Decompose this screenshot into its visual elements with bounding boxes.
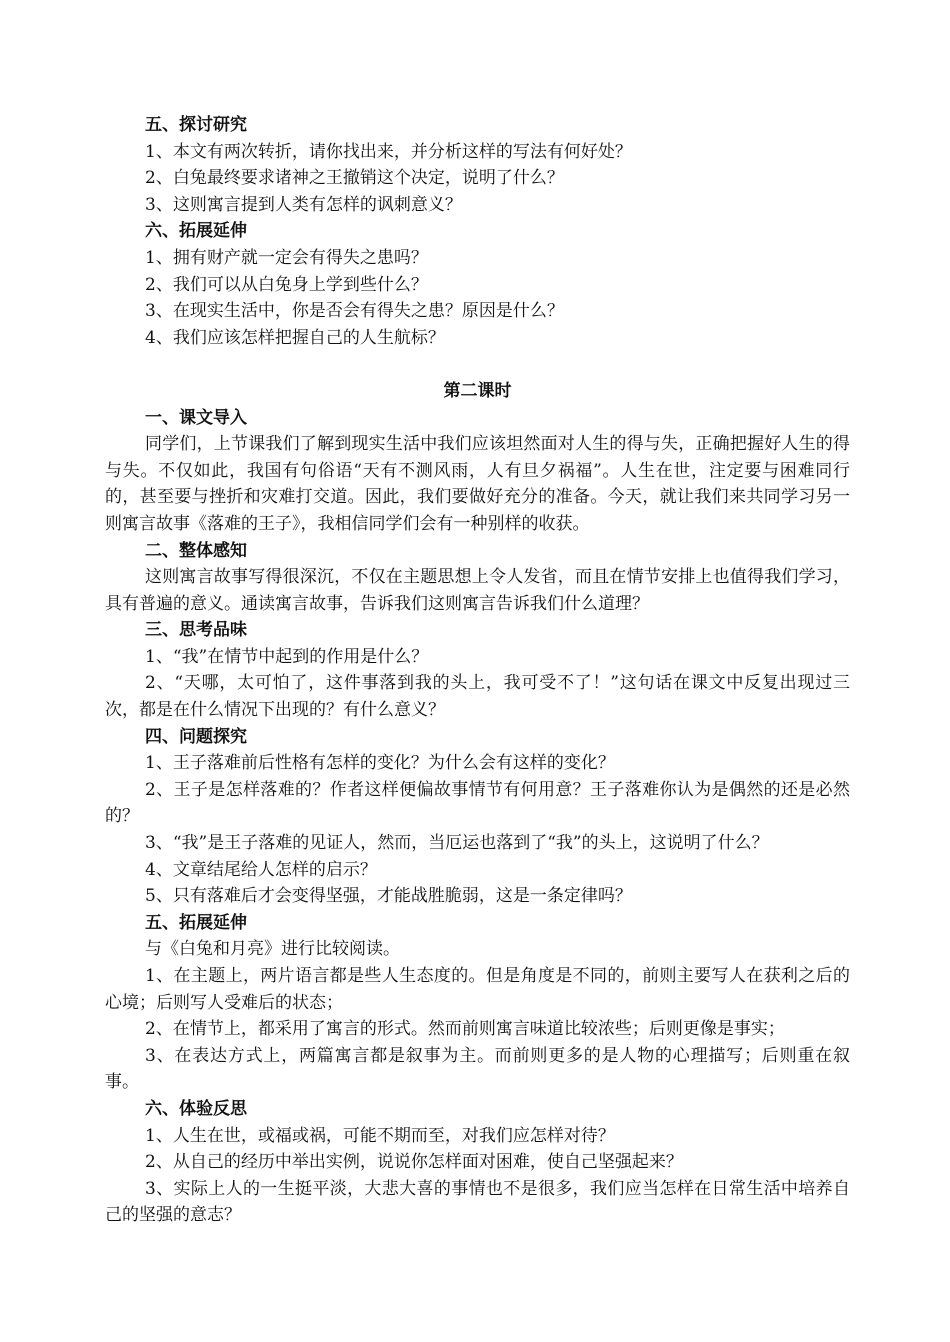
question-item: 4、文章结尾给人怎样的启示？ bbox=[145, 859, 377, 880]
question-item: 2、“天哪，太可怕了，这件事落到我的头上，我可受不了！”这句话在课文中反复出现过三次，都是在什么情况下出现的？有什么意义？ bbox=[105, 673, 850, 721]
spacer bbox=[105, 351, 850, 378]
question-item: 2、王子是怎样落难的？作者这样便偏故事情节有何用意？王子落难你认为是偶然的还是必然的？ bbox=[105, 779, 850, 827]
question-item: 3、“我”是王子落难的见证人，然而，当厄运也落到了“我”的头上，这说明了什么？ bbox=[145, 833, 769, 854]
question-item: 2、从自己的经历中举出实例，说说你怎样面对困难，使自己坚强起来？ bbox=[145, 1152, 683, 1173]
question-item: 3、实际上人的一生挺平淡，大悲大喜的事情也不是很多，我们应当怎样在日常生活中培养自己的坚强的意志？ bbox=[105, 1178, 850, 1226]
question-item: 1、“我”在情节中起到的作用是什么？ bbox=[145, 646, 429, 667]
question-item: 3、这则寓言提到人类有怎样的讽刺意义？ bbox=[145, 194, 462, 215]
compare-item: 2、在情节上，都采用了寓言的形式。然而前则寓言味道比较浓些；后则更像是事实； bbox=[145, 1019, 785, 1040]
compare-item: 1、在主题上，两片语言都是些人生态度的。但是角度是不同的，前则主要写人在获利之后的心境；后则写人受难后的状态； bbox=[105, 966, 850, 1013]
compare-intro: 与《白兔和月亮》进行比较阅读。 bbox=[145, 939, 400, 960]
question-item: 1、本文有两次转折，请你找出来，并分析这样的写法有何好处？ bbox=[145, 141, 632, 162]
question-item: 5、只有落难后才会变得坚强，才能战胜脆弱，这是一条定律吗？ bbox=[145, 886, 632, 907]
question-item: 1、拥有财产就一定会有得失之患吗？ bbox=[145, 247, 428, 268]
overview-paragraph: 这则寓言故事写得很深沉，不仅在主题思想上令人发省，而且在情节安排上也值得我们学习，具有普遍的意义。通读寓言故事，告诉我们这则寓言告诉我们什么道理？ bbox=[105, 567, 850, 614]
document-page bbox=[105, 112, 850, 1229]
question-item: 4、我们应该怎样把握自己的人生航标？ bbox=[145, 327, 445, 348]
question-item: 2、白兔最终要求诸神之王撤销这个决定，说明了什么？ bbox=[145, 168, 564, 189]
section-heading-extend-2: 五、拓展延伸 bbox=[145, 912, 247, 933]
section-heading-experience: 六、体验反思 bbox=[145, 1098, 247, 1119]
compare-item: 3、在表达方式上，两篇寓言都是叙事为主。而前则更多的是人物的心理描写；后则重在叙事。 bbox=[105, 1045, 850, 1093]
section-heading-extend: 六、拓展延伸 bbox=[145, 221, 247, 242]
section-heading-explore: 五、探讨研究 bbox=[145, 115, 247, 135]
question-item: 1、王子落难前后性格有怎样的变化？为什么会有这样的变化？ bbox=[145, 753, 615, 774]
section-heading-intro: 一、课文导入 bbox=[145, 407, 247, 428]
question-item: 2、我们可以从白兔身上学到些什么？ bbox=[145, 274, 428, 295]
section-heading-reflect: 三、思考品味 bbox=[145, 620, 247, 641]
question-item: 3、在现实生活中，你是否会有得失之患？原因是什么？ bbox=[145, 301, 564, 322]
section-heading-inquiry: 四、问题探究 bbox=[145, 726, 247, 747]
intro-paragraph: 同学们，上节课我们了解到现实生活中我们应该坦然面对人生的得与失，正确把握好人生的得与失。不仅如此，我国有句俗语“天有不测风雨，人有旦夕祸福”。人生在世，注定要与困难同行的，甚至要与挫折和灾难打交道。因此，我们要做好充分的准备。今天，就让我们来共同学习另一则寓言故事《落难的王子》，我相信同学们会有一种别样的收获。 bbox=[105, 434, 850, 534]
section-heading-overview: 二、整体感知 bbox=[145, 540, 247, 561]
lesson-title: 第二课时 bbox=[443, 380, 512, 401]
question-item: 1、人生在世，或福或祸，可能不期而至，对我们应怎样对待？ bbox=[145, 1125, 615, 1146]
